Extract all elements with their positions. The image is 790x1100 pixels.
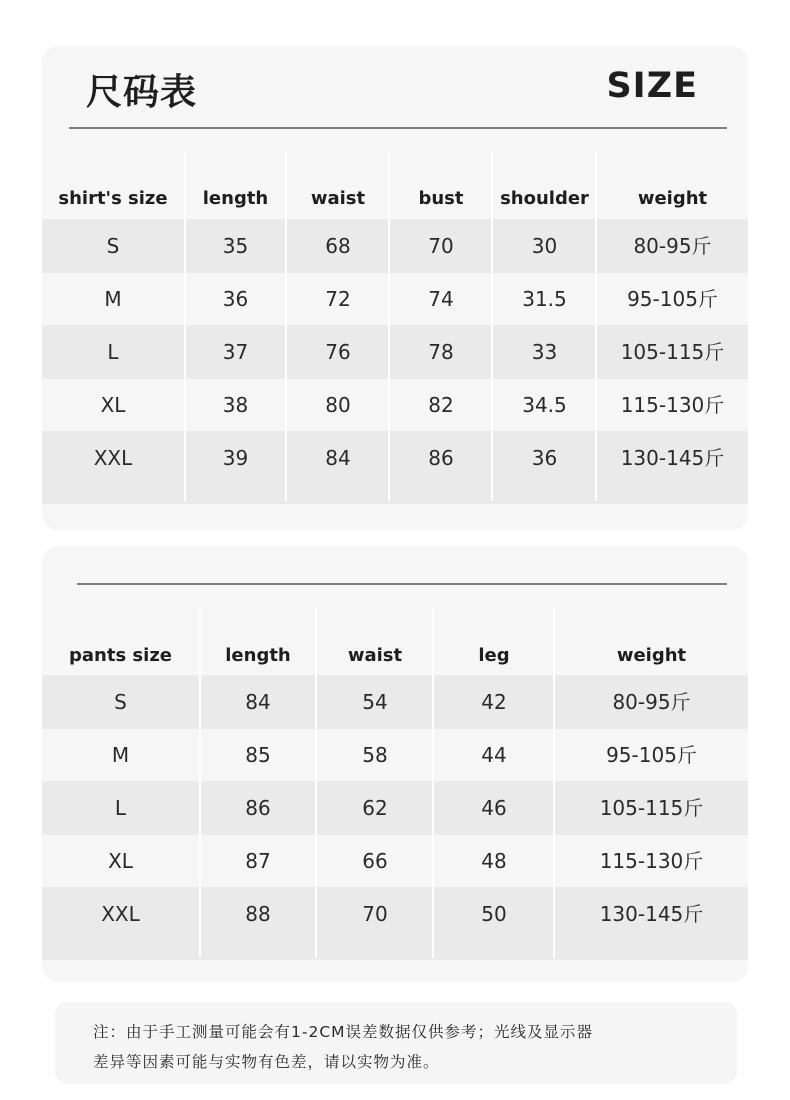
table-cell: 44	[481, 743, 507, 767]
column-divider	[388, 152, 390, 501]
table-cell: 95-105斤	[627, 287, 718, 311]
table-cell: 84	[245, 690, 271, 714]
table-cell: S	[106, 234, 120, 258]
table-row	[42, 887, 748, 941]
column-divider	[595, 152, 597, 501]
pants-header-cell: pants size	[69, 645, 172, 666]
table-footer-band	[42, 940, 748, 960]
table-row	[42, 728, 748, 782]
table-cell: XXL	[93, 446, 133, 470]
column-divider	[553, 608, 555, 958]
table-cell: 39	[222, 446, 249, 470]
table-cell: 80-95斤	[633, 234, 712, 258]
table-row	[42, 781, 748, 835]
table-row	[42, 272, 748, 326]
table-cell: 86	[245, 796, 271, 820]
page-title-en: SIZE	[606, 66, 698, 106]
shirt-header-cell: weight	[637, 188, 708, 209]
table-cell: 72	[325, 287, 351, 311]
table-cell: 80-95斤	[612, 690, 691, 714]
table-cell: 115-130斤	[599, 849, 704, 873]
table-cell: 66	[362, 849, 388, 873]
pants-header-cell: length	[225, 645, 291, 666]
table-cell: 36	[531, 446, 558, 470]
pants-divider	[77, 583, 727, 585]
table-cell: 105-115斤	[620, 340, 725, 364]
table-cell: 31.5	[522, 287, 567, 311]
table-cell: 48	[481, 849, 507, 873]
table-cell: 35	[222, 234, 249, 258]
table-cell: L	[114, 796, 127, 820]
table-cell: 84	[325, 446, 351, 470]
table-row	[42, 431, 748, 485]
table-cell: M	[104, 287, 122, 311]
table-cell: 34.5	[522, 393, 567, 417]
table-cell: 46	[481, 796, 507, 820]
shirt-header-cell: length	[202, 188, 269, 209]
column-divider	[199, 608, 201, 958]
table-cell: L	[107, 340, 119, 364]
table-cell: 30	[531, 234, 558, 258]
table-cell: 82	[428, 393, 454, 417]
table-row	[42, 378, 748, 432]
pants-header-cell: waist	[347, 645, 403, 666]
table-cell: 42	[481, 690, 507, 714]
pants-header-row	[42, 636, 748, 676]
table-cell: 70	[362, 902, 388, 926]
table-cell: 88	[245, 902, 271, 926]
shirt-header-cell: shirt's size	[58, 188, 168, 209]
shirt-header-row	[42, 179, 748, 219]
note-line-2: 差异等因素可能与实物有色差，请以实物为准。	[93, 1053, 440, 1071]
table-cell: XXL	[101, 902, 140, 926]
table-cell: 76	[325, 340, 351, 364]
page-title-cn: 尺码表	[86, 72, 198, 113]
pants-header-cell: leg	[478, 645, 510, 666]
table-row	[42, 834, 748, 888]
table-cell: 62	[362, 796, 388, 820]
table-cell: 74	[428, 287, 454, 311]
table-cell: 37	[222, 340, 249, 364]
table-cell: 50	[481, 902, 507, 926]
column-divider	[491, 152, 493, 501]
table-cell: 58	[362, 743, 388, 767]
shirt-header-cell: bust	[418, 188, 464, 209]
table-cell: 85	[245, 743, 271, 767]
table-cell: 130-145斤	[620, 446, 725, 470]
table-cell: S	[114, 690, 127, 714]
table-cell: 38	[222, 393, 249, 417]
table-row	[42, 219, 748, 273]
table-cell: XL	[108, 849, 133, 873]
table-row	[42, 675, 748, 729]
table-cell: M	[111, 743, 130, 767]
column-divider	[315, 608, 317, 958]
column-divider	[184, 152, 186, 501]
table-cell: 87	[245, 849, 271, 873]
measurement-note	[55, 1002, 737, 1084]
table-cell: 115-130斤	[620, 393, 725, 417]
table-cell: 80	[325, 393, 351, 417]
shirt-size-card	[42, 46, 748, 530]
title-divider	[69, 127, 727, 129]
table-cell: 105-115斤	[599, 796, 704, 820]
column-divider	[285, 152, 287, 501]
table-row	[42, 325, 748, 379]
table-cell: 36	[222, 287, 249, 311]
table-cell: 68	[325, 234, 351, 258]
table-cell: 70	[428, 234, 454, 258]
note-line-1: 注：由于手工测量可能会有1-2CM误差数据仅供参考；光线及显示器	[93, 1023, 594, 1041]
table-footer-band	[42, 484, 748, 504]
table-cell: 33	[531, 340, 558, 364]
shirt-header-cell: shoulder	[500, 188, 589, 209]
table-cell: 54	[362, 690, 388, 714]
pants-size-card	[42, 546, 748, 982]
table-cell: 86	[428, 446, 454, 470]
column-divider	[432, 608, 434, 958]
table-cell: XL	[100, 393, 126, 417]
table-cell: 95-105斤	[606, 743, 697, 767]
pants-header-cell: weight	[616, 645, 687, 666]
table-cell: 78	[428, 340, 454, 364]
table-cell: 130-145斤	[599, 902, 704, 926]
shirt-header-cell: waist	[310, 188, 366, 209]
